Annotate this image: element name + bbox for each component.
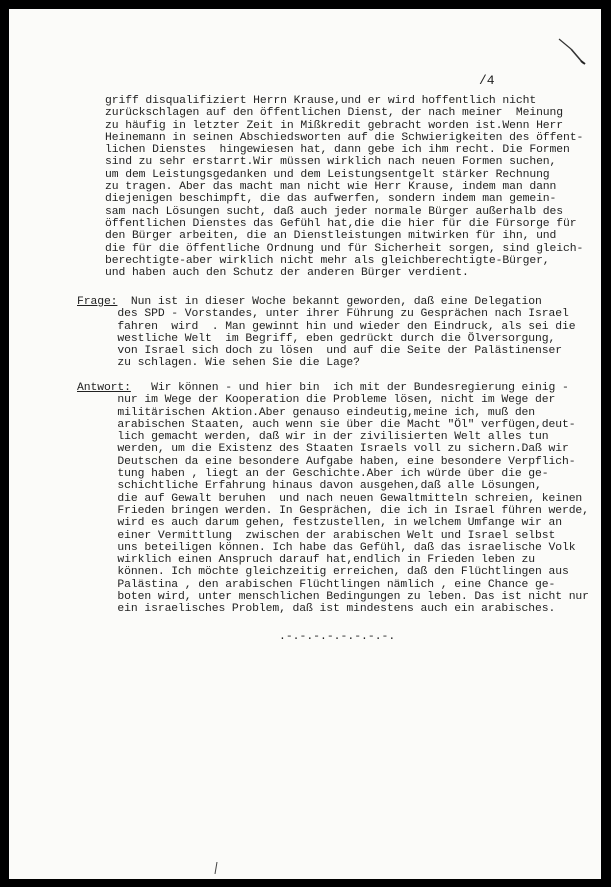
- answer-paragraph: [77, 382, 589, 616]
- question-lines: [77, 308, 575, 369]
- text-line: öffentlichen Dienstes das Gefühl hat,die die hier für die Fürsorge für: [105, 217, 577, 230]
- text-line: Deutschen da eine besondere Aufgabe haben, eine besondere Verpflich-: [117, 455, 576, 468]
- text-line: zurückschlagen auf den öffentlichen Dienst, der nach meiner Meinung: [105, 107, 564, 120]
- text-line: berechtigte-aber wirklich nicht mehr als gleichberechtigte-Bürger,: [105, 254, 550, 267]
- text-line: und haben auch den Schutz der anderen Bürger verdient.: [105, 267, 469, 280]
- text-line: Palästina , den arabischen Flüchtlingen nämlich , eine Chance ge-: [117, 578, 556, 591]
- question-paragraph: [77, 296, 575, 370]
- text-line: militärischen Aktion.Aber genauso eindeutig,meine ich, muß den: [117, 406, 536, 419]
- text-line: arabischen Staaten, auch wenn sie über die Macht "Öl" verfügen,deut-: [117, 418, 576, 431]
- text-line: von Israel sich doch zu lösen und auf die Seite der Palästinenser: [117, 345, 562, 358]
- text-line: zu schlagen. Wie sehen Sie die Lage?: [117, 357, 360, 370]
- text-line: um dem Leistungsgedanken und dem Leistungsentgelt stärker Rechnung: [105, 168, 550, 181]
- text-line: können. Ich möchte gleichzeitig erreichen, daß den Flüchtlingen aus: [117, 566, 569, 579]
- text-line: werden, um die Existenz des Staaten Israels voll zu sichern.Daß wir: [117, 443, 569, 456]
- paragraph-continuation: [105, 95, 583, 279]
- text-line: sam nach Lösungen sucht, daß auch jeder normale Bürger außerhalb des: [105, 205, 564, 218]
- text-line: Frieden bringen werden. In Gesprächen, die ich in Israel führen werde,: [117, 504, 589, 517]
- answer-label: Antwort:: [77, 382, 131, 394]
- text-line: sind zu sehr erstarrt.Wir müssen wirklich nach neuen Formen suchen,: [105, 156, 557, 169]
- text-line: boten wird, unter menschlichen Bedingungen zu leben. Das ist nicht nur: [117, 591, 589, 604]
- text-line: lichen Dienstes hingewiesen hat, dann gebe ich ihm recht. Die Formen: [105, 144, 570, 157]
- page-number: /4: [479, 73, 495, 88]
- question-first-line: Nun ist in dieser Woche bekannt geworden, daß eine Delegation: [117, 296, 542, 308]
- text-line: fahren wird . Man gewinnt hin und wieder den Eindruck, als sei die: [117, 320, 576, 333]
- text-line: einer Vermittlung zwischen der arabischen Welt und Israel selbst: [117, 529, 556, 542]
- text-line: des SPD - Vorstandes, unter ihrer Führung zu Gesprächen nach Israel: [117, 308, 569, 321]
- text-line: nur im Wege der Kooperation die Probleme lösen, nicht im Wege der: [117, 394, 556, 407]
- text-line: zu häufig in letzter Zeit in Mißkredit gebracht worden ist.Wenn Herr: [105, 119, 564, 132]
- document-page: [9, 9, 601, 879]
- text-line: wird es auch darum gehen, festzustellen, in welchem Umfange wir an: [117, 517, 562, 530]
- text-line: schichtliche Erfahrung hinaus davon ausgehen,daß alle Lösungen,: [117, 480, 542, 493]
- text-line: lich gemacht werden, daß wir in der zivilisierten Welt alles tun: [117, 431, 549, 444]
- text-line: westliche Welt im Begriff, eben gedrückt durch die Ölversorgung,: [117, 332, 556, 345]
- text-line: diejenigen beschimpft, die das aufwerfen, sondern indem man gemein-: [105, 193, 557, 206]
- question-label: Frage:: [77, 296, 118, 308]
- text-line: uns beteiligen können. Ich habe das Gefühl, daß das israelische Volk: [117, 541, 576, 554]
- text-line: die für die öffentliche Ordnung und für Sicherheit sorgen, sind gleich-: [105, 242, 584, 255]
- bottom-pen-mark-icon: [213, 862, 219, 874]
- end-separator: .-.-.-.-.-.-.-.-.: [279, 631, 396, 643]
- text-line: tung haben , liegt an der Geschichte.Aber ich würde über die ge-: [117, 468, 549, 481]
- text-line: ein israelisches Problem, daß ist mindestens auch ein arabisches.: [117, 603, 556, 616]
- corner-pen-mark-icon: [557, 37, 587, 67]
- text-line: Heinemann in seinen Abschiedsworten auf die Schwierigkeiten des öffent-: [105, 131, 584, 144]
- answer-lines: [77, 394, 589, 615]
- answer-first-line: Wir können - und hier bin ich mit der Bundesregierung einig -: [130, 382, 569, 394]
- text-line: wirklich einen Anspruch darauf hat,endlich in Frieden leben zu: [117, 554, 536, 567]
- text-line: den Bürger arbeiten, die an Dienstleistungen mitwirken für ihn, und: [105, 230, 557, 243]
- text-line: die auf Gewalt beruhen und nach neuen Gewaltmitteln schreien, keinen: [117, 492, 583, 505]
- text-line: griff disqualifiziert Herrn Krause,und er wird hoffentlich nicht: [105, 95, 537, 107]
- text-line: zu tragen. Aber das macht man nicht wie Herr Krause, indem man dann: [105, 181, 557, 194]
